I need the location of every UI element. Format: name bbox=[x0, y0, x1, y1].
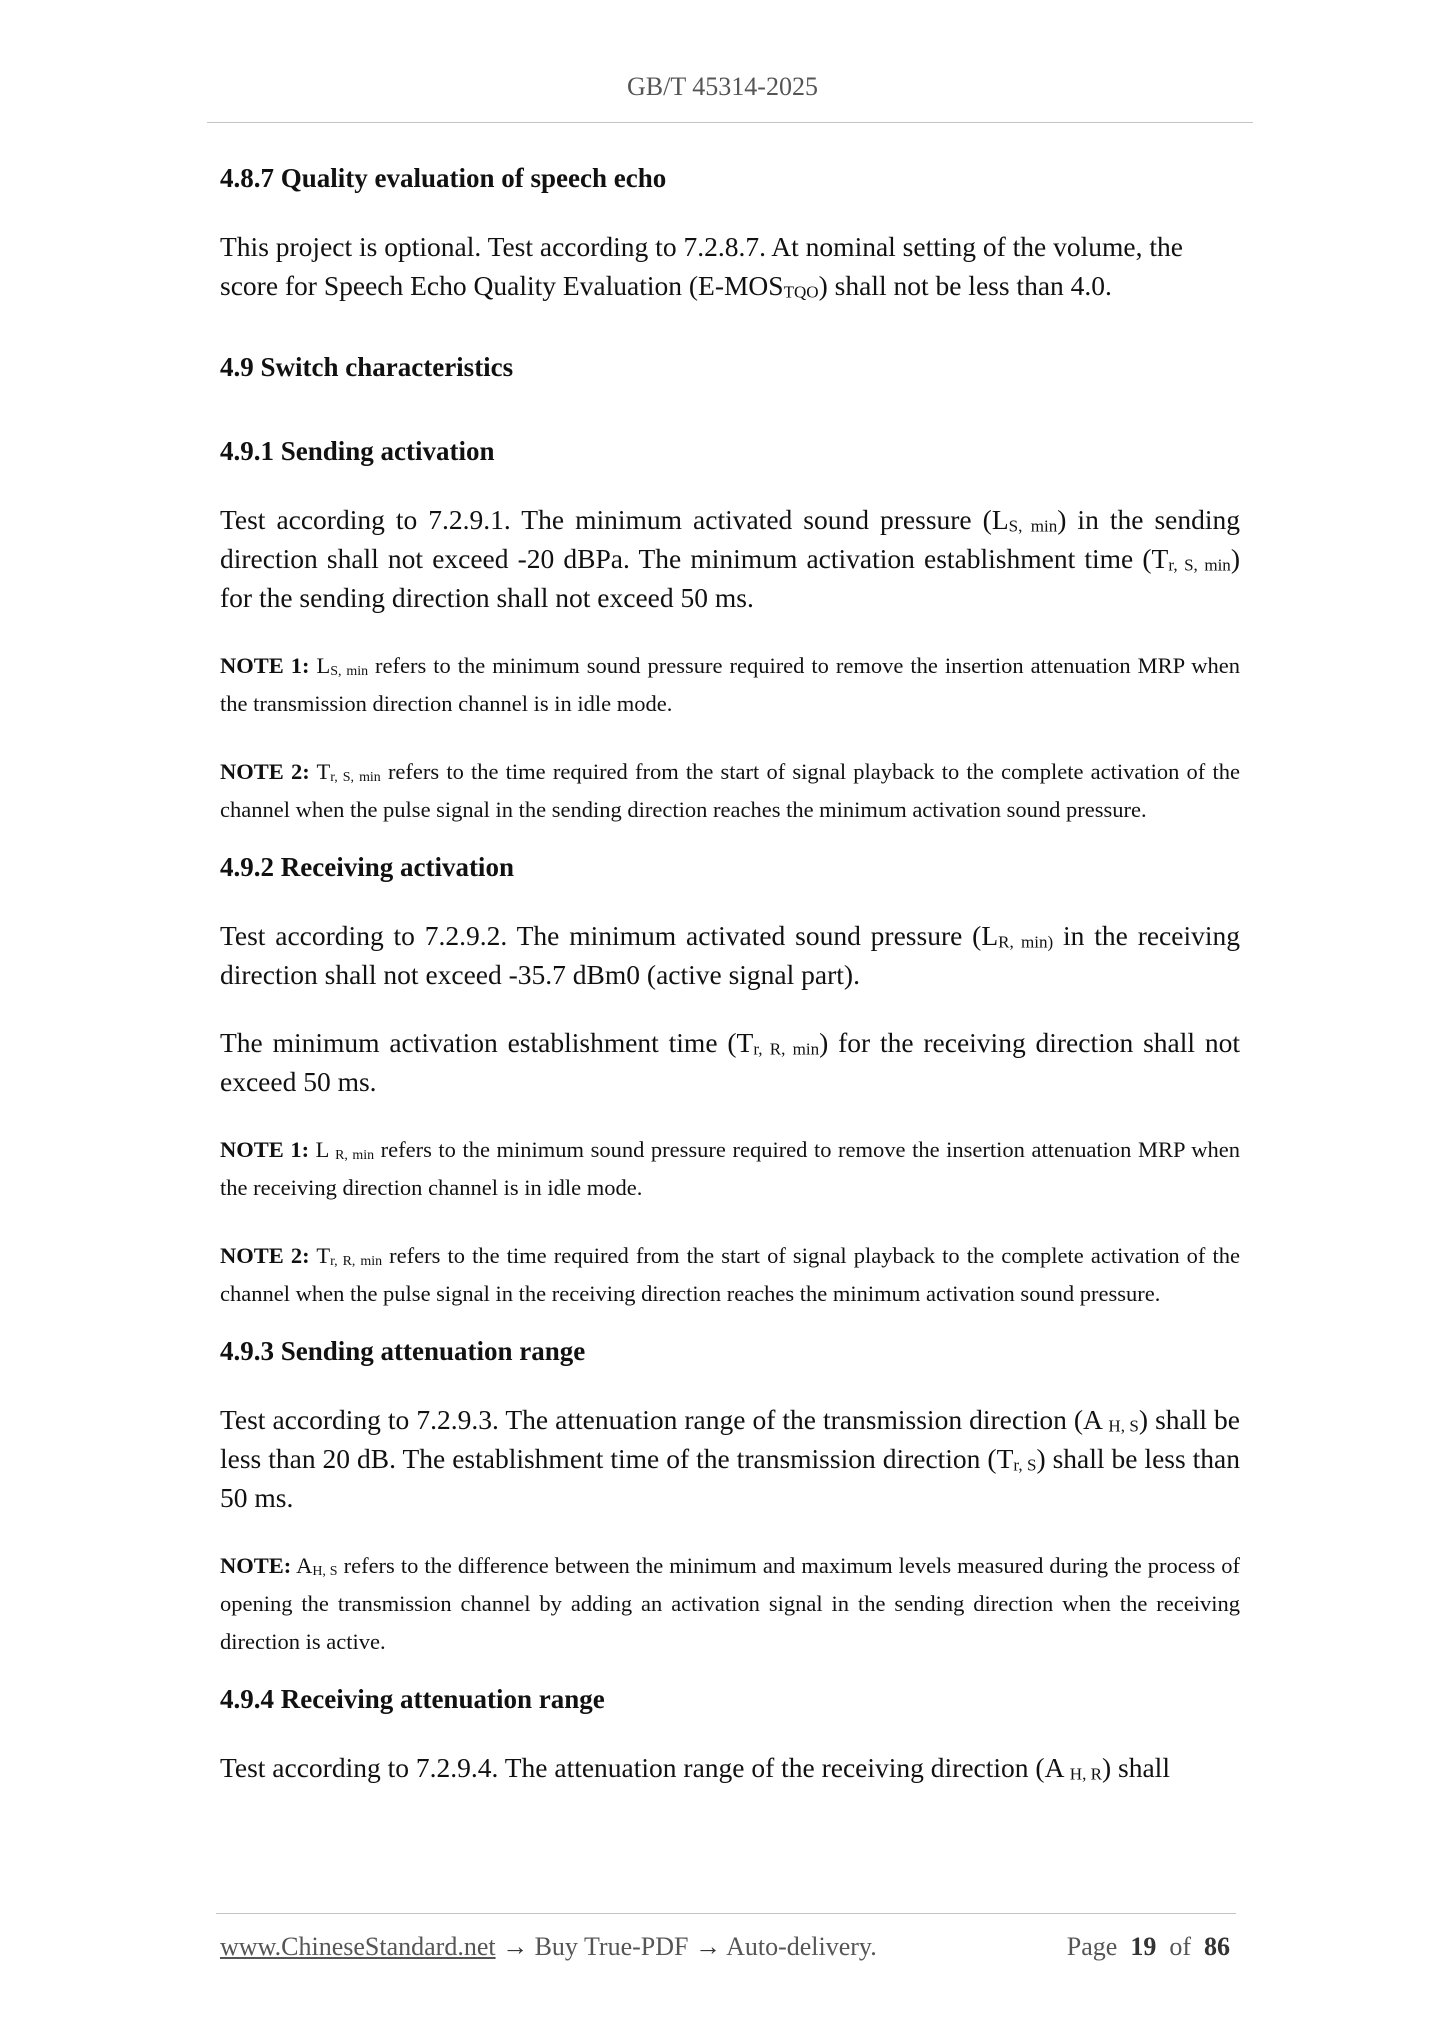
paragraph-4-9-1: Test according to 7.2.9.1. The minimum activated sound pressure $(L_{S, min})$ in the sending direction shall not exceed -20 dBPa. The minimum activation establishment time $(T_{r, S, min})$ for the sending direction shall not exceed 50 ms. bbox=[220, 504, 1240, 613]
arrow-right-icon: → bbox=[695, 1932, 721, 1961]
section-title-4-9-3: 4.9.3 Sending attenuation range bbox=[220, 1336, 586, 1366]
paragraph-4-8-7: This project is optional. Test according to 7.2.8.7. At nominal setting of the volume, the score for Speech Echo Quality Evaluation $(E-MOS_{TQO})$ shall not be less than 4.0. bbox=[220, 231, 1183, 302]
paragraph-4-9-2-2: The minimum activation establishment time $(T_{r, R, min})$ for the receiving direction shall not exceed 50 ms. bbox=[220, 1027, 1240, 1097]
page-footer bbox=[220, 1932, 1230, 1962]
arrow-right-icon: → bbox=[502, 1932, 529, 1961]
delivery-text: Auto-delivery. bbox=[726, 1932, 877, 1961]
current-page: 19 bbox=[1130, 1932, 1157, 1961]
section-title-4-9-1: 4.9.1 Sending activation bbox=[220, 436, 495, 466]
note-4-9-1-2: NOTE 2: $T_{r, S, min}$ refers to the time required from the start of signal playback to the complete activation of the channel when the pulse signal in the sending direction reaches the minimum activation sound pressure. bbox=[220, 759, 1240, 822]
paragraph-4-9-2-1: Test according to 7.2.9.2. The minimum activated sound pressure ($L_{R, min)}$ in the receiving direction shall not exceed -35.7 dBm0 (active signal part). bbox=[220, 920, 1240, 990]
paragraph-4-9-3: Test according to 7.2.9.3. The attenuation range of the transmission direction (A $_{H, S}$) shall be less than 20 dB. The establishment time of the transmission direction $(T_{r, S})$ shall be less than 50 ms. bbox=[220, 1404, 1240, 1513]
note-4-9-2-1: NOTE 1: L $_{R, min}$ refers to the minimum sound pressure required to remove the insertion attenuation MRP when the receiving direction channel is in idle mode. bbox=[220, 1137, 1240, 1200]
section-title-4-8-7: 4.8.7 Quality evaluation of speech echo bbox=[220, 163, 667, 193]
header-rule bbox=[207, 122, 1253, 123]
total-pages: 86 bbox=[1204, 1932, 1230, 1961]
buy-link[interactable]: Buy True-PDF bbox=[534, 1932, 689, 1961]
document-id: GB/T 45314-2025 bbox=[627, 72, 818, 101]
section-title-4-9-4: 4.9.4 Receiving attenuation range bbox=[220, 1684, 605, 1714]
footer-rule bbox=[216, 1913, 1236, 1914]
paragraph-4-9-4: Test according to 7.2.9.4. The attenuation range of the receiving direction (A $_{H, R}$) shall bbox=[220, 1752, 1170, 1784]
page-indicator: Page 19 of 86 bbox=[1066, 1932, 1230, 1961]
section-title-4-9-2: 4.9.2 Receiving activation bbox=[220, 852, 514, 882]
page-header bbox=[0, 72, 1445, 102]
note-4-9-1-1: NOTE 1: $L_{S, min}$ refers to the minimum sound pressure required to remove the insertion attenuation MRP when the transmission direction channel is in idle mode. bbox=[220, 653, 1240, 716]
section-title-4-9: 4.9 Switch characteristics bbox=[220, 352, 514, 382]
document-body bbox=[220, 158, 1240, 1787]
note-4-9-3: NOTE: $A_{H, S}$ refers to the difference between the minimum and maximum levels measured during the process of opening the transmission channel by adding an activation signal in the sending direction when the receiving direction is active. bbox=[220, 1553, 1240, 1654]
site-link[interactable]: www.ChineseStandard.net bbox=[220, 1932, 496, 1961]
note-4-9-2-2: NOTE 2: $T_{r, R, min}$ refers to the time required from the start of signal playback to the complete activation of the channel when the pulse signal in the receiving direction reaches the minimum activation sound pressure. bbox=[220, 1243, 1241, 1306]
